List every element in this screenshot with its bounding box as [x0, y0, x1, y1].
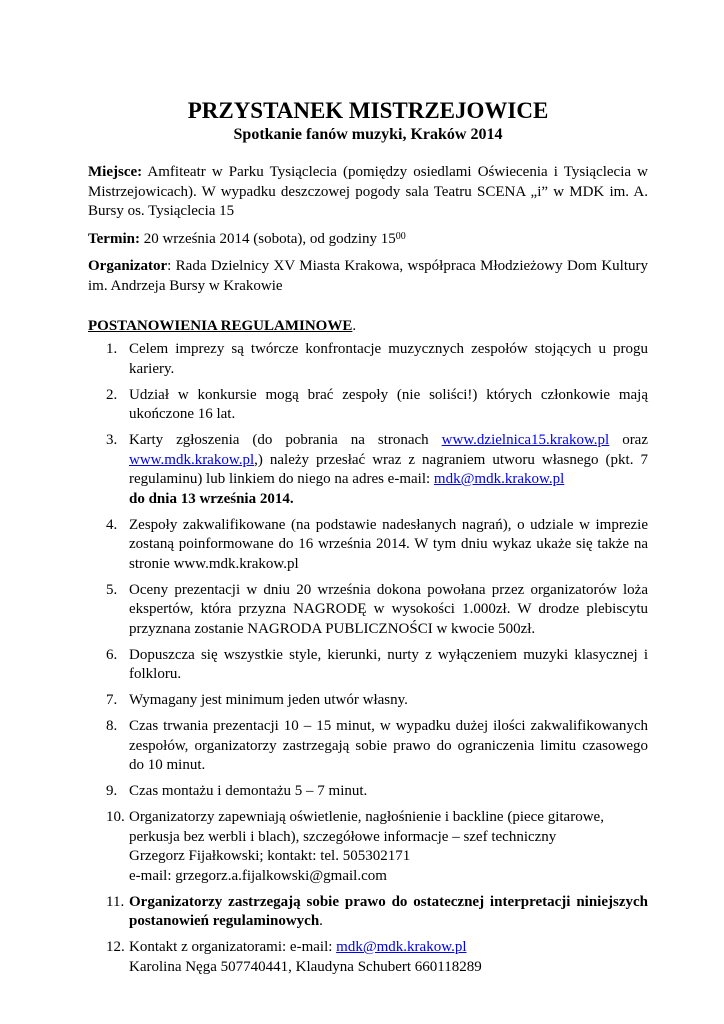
rule-number: 4. — [106, 516, 118, 533]
date-label: Termin: — [88, 230, 140, 247]
rule-text: Wymagany jest minimum jeden utwór własny. — [129, 692, 408, 708]
rules-heading — [88, 316, 648, 336]
rule-item — [88, 717, 648, 776]
rule-text: ,) należy przesłać wraz z nagraniem utworu własnego (pkt. 7 regulaminu) lub linkiem do niego na adres e-mail: — [129, 451, 648, 487]
rule-number: 12. — [106, 939, 125, 955]
rule-text: Zespoły zakwalifikowane (na podstawie nadesłanych nagrań), o udziale w imprezie zostaną poinformowane do 16 września 2014. W tym dniu wykaz ukaże się także na stronie www.mdk.krakow.pl — [129, 516, 648, 572]
rule-contact-names: Karolina Nęga 507740441, Klaudyna Schubert 660118289 — [129, 958, 482, 975]
rule-text: Karty zgłoszenia (do pobrania na stronach — [129, 432, 442, 448]
place-text: Amfiteatr w Parku Tysiąclecia (pomiędzy osiedlami Oświecenia i Tysiąclecia w Mistrzejowicach). W wypadku deszczowej pogody sala Teatru SCENA „i” w MDK im. A. Bursy os. Tysiąclecia 15 — [88, 164, 648, 219]
rule-item — [88, 893, 648, 932]
rule-email-line: e-mail: grzegorz.a.fijalkowski@gmail.com — [129, 867, 387, 884]
page-subtitle: Spotkanie fanów muzyki, Kraków 2014 — [233, 126, 503, 143]
rule-text: Kontakt z organizatorami: e-mail: — [129, 939, 337, 955]
rule-number: 10. — [106, 809, 125, 825]
rule-text: Celem imprezy są twórcze konfrontacje muzycznych zespołów stojących u progu kariery. — [129, 341, 648, 377]
rule-contact-line: Grzegorz Fijałkowski; kontakt: tel. 505302171 — [129, 848, 411, 864]
rule-number: 7. — [106, 692, 118, 708]
rule-text: Czas montażu i demontażu 5 – 7 minut. — [129, 783, 368, 799]
place-paragraph — [88, 163, 648, 222]
rule-item — [88, 431, 648, 509]
rule-text: Organizatorzy zapewniają oświetlenie, nagłośnienie i backline (piece gitarowe, perkusja bez werbli i blach), szczegółowe informacje – szef techniczny — [129, 809, 604, 845]
rule-text: oraz — [609, 432, 649, 448]
organizer-paragraph — [88, 257, 648, 296]
organizer-text: : Rada Dzielnicy XV Miasta Krakowa, współpraca Młodzieżowy Dom Kultury im. Andrzeja Bursy w Krakowie — [88, 258, 648, 294]
rule-text: Oceny prezentacji w dniu 20 września dokona powołana przez organizatorów loża ekspertów, która przyzna NAGRODĘ w wysokości 1.000zł. W drodze plebiscytu przyznana zostanie NAGRODA PUBLICZNOŚCI w kwocie 500zł. — [129, 581, 648, 637]
contact-email-link[interactable]: mdk@mdk.krakow.pl — [336, 939, 467, 955]
rule-text: Udział w konkursie mogą brać zespoły (nie soliści!) których członkowie mają ukończone 16 lat. — [129, 386, 648, 422]
rule-number: 6. — [106, 646, 118, 663]
rule-text: Czas trwania prezentacji 10 – 15 minut, w wypadku dużej ilości zakwalifikowanych zespołów, organizatorzy zastrzegają sobie prawo do ograniczenia limitu czasowego do 10 minut. — [129, 718, 648, 773]
organizer-label: Organizator — [88, 258, 168, 274]
rules-heading-text: POSTANOWIENIA REGULAMINOWE — [88, 318, 353, 334]
rules-list — [88, 340, 648, 977]
rule-text: Dopuszcza się wszystkie style, kierunki, nurty z wyłączeniem muzyki klasycznej i folkloru. — [129, 646, 648, 682]
mdk-email-link[interactable]: mdk@mdk.krakow.pl — [433, 471, 565, 487]
rule-number: 3. — [106, 432, 118, 448]
rule-item — [88, 516, 648, 575]
date-superscript: 00 — [395, 230, 406, 242]
rule-number: 11. — [106, 893, 125, 910]
rule-item — [88, 782, 648, 802]
mdk-website-link[interactable]: www.mdk.krakow.pl — [129, 451, 255, 468]
rule-item — [88, 808, 648, 886]
rule-deadline: do dnia 13 września 2014. — [129, 490, 294, 507]
rule-text-end: . — [319, 913, 323, 929]
place-label: Miejsce: — [88, 164, 143, 180]
rule-text-bold: Organizatorzy zastrzegają sobie prawo do ostatecznej interpretacji niniejszych postanowień regulaminowych — [129, 893, 648, 929]
rule-item — [88, 386, 648, 425]
rule-number: 8. — [106, 718, 118, 734]
rule-item — [88, 646, 648, 685]
rules-heading-suffix: . — [352, 318, 357, 334]
rule-number: 2. — [106, 386, 118, 403]
rule-number: 5. — [106, 581, 118, 598]
rule-item — [88, 691, 648, 711]
date-text: 20 września 2014 (sobota), od godziny 15 — [139, 230, 396, 247]
rule-number: 1. — [106, 341, 118, 357]
rule-item — [88, 340, 648, 379]
rule-item — [88, 938, 648, 977]
dzielnica-link[interactable]: www.dzielnica15.krakow.pl — [441, 432, 610, 448]
page-title: PRZYSTANEK MISTRZEJOWICE — [187, 98, 549, 123]
rule-number: 9. — [106, 783, 118, 799]
date-paragraph — [88, 230, 648, 250]
rule-item — [88, 581, 648, 640]
